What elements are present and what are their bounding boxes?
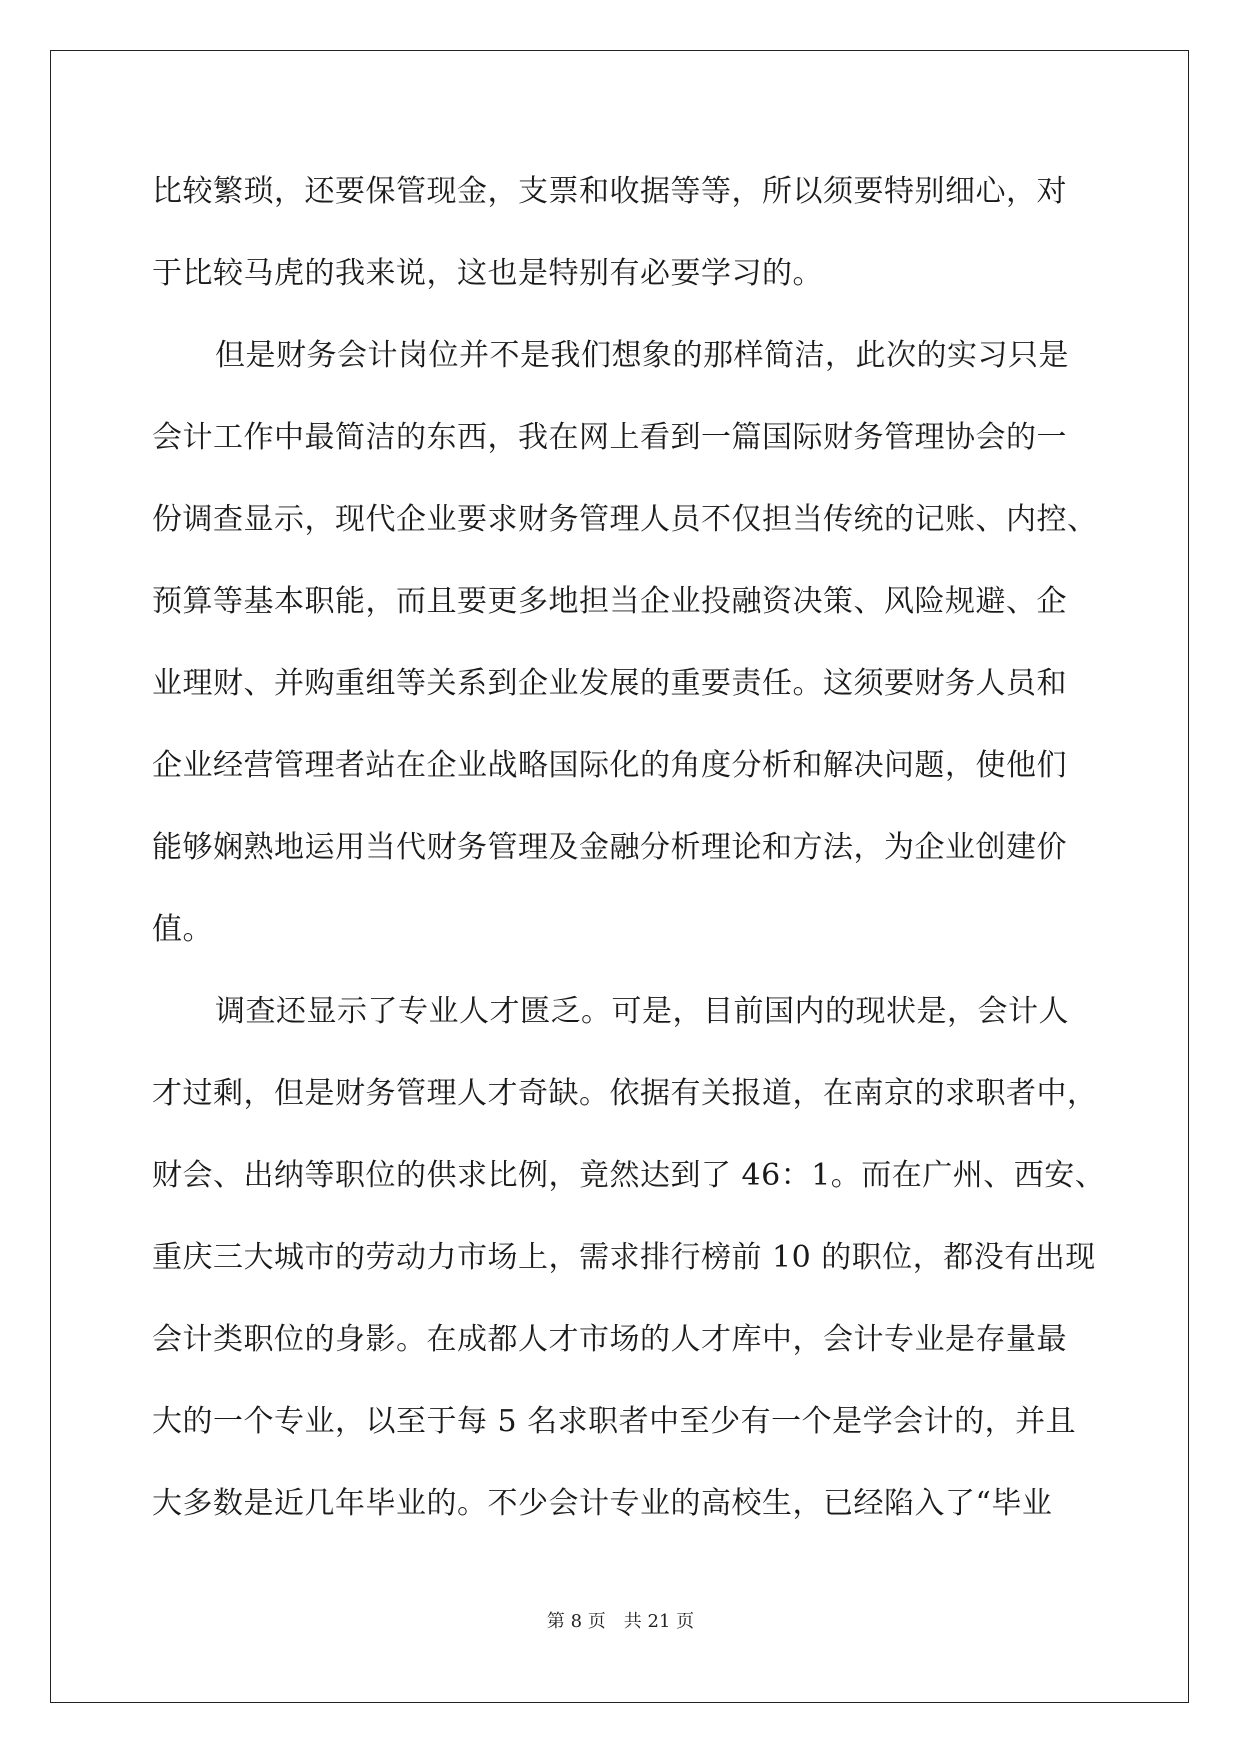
line-text: 但是财务会计岗位并不是我们想象的那样简洁，此次的实习只是 (215, 338, 1069, 373)
text-line (152, 896, 1092, 978)
text-line (152, 732, 1092, 814)
line-text: 业理财、并购重组等关系到企业发展的重要责任。这须要财务人员和 (152, 666, 1067, 701)
text-line (152, 1142, 1106, 1224)
line-text: 企业经营管理者站在企业战略国际化的角度分析和解决问题，使他们 (152, 748, 1067, 783)
text-line (152, 322, 1092, 404)
text-line (152, 1388, 1092, 1470)
page-footer (0, 1607, 1241, 1633)
line-text: 大多数是近几年毕业的。不少会计专业的高校生，已经陷入了“毕业 (152, 1486, 1053, 1521)
line-text: 份调查显示，现代企业要求财务管理人员不仅担当传统的记账、内控、 (152, 502, 1098, 537)
text-line (152, 814, 1092, 896)
line-text: 值。 (152, 912, 213, 947)
line-text: 大的一个专业，以至于每 5 名求职者中至少有一个是学会计的，并且 (152, 1404, 1077, 1439)
text-line (152, 1060, 1098, 1142)
text-line (152, 978, 1092, 1060)
line-text: 才过剩，但是财务管理人才奇缺。依据有关报道，在南京的求职者中， (152, 1076, 1098, 1111)
text-line (152, 404, 1092, 486)
line-text: 预算等基本职能，而且要更多地担当企业投融资决策、风险规避、企 (152, 584, 1067, 619)
line-text: 比较繁琐，还要保管现金，支票和收据等等，所以须要特别细心，对 (152, 174, 1067, 209)
text-line (152, 486, 1098, 568)
line-text: 财会、出纳等职位的供求比例，竟然达到了 46：1。而在广州、西安、 (152, 1158, 1106, 1193)
text-line (152, 1470, 1092, 1552)
line-text: 会计工作中最简洁的东西，我在网上看到一篇国际财务管理协会的一 (152, 420, 1067, 455)
line-text: 调查还显示了专业人才匮乏。可是，目前国内的现状是，会计人 (215, 994, 1069, 1029)
text-line (152, 1306, 1092, 1388)
text-line (152, 650, 1092, 732)
text-line (152, 158, 1092, 240)
text-line (152, 1224, 1096, 1306)
line-text: 会计类职位的身影。在成都人才市场的人才库中，会计专业是存量最 (152, 1322, 1067, 1357)
document-body (152, 158, 1106, 1552)
line-text: 于比较马虎的我来说，这也是特别有必要学习的。 (152, 256, 823, 291)
line-text: 重庆三大城市的劳动力市场上，需求排行榜前 10 的职位，都没有出现 (152, 1240, 1096, 1275)
line-text: 能够娴熟地运用当代财务管理及金融分析理论和方法，为企业创建价 (152, 830, 1067, 865)
text-line (152, 240, 1092, 322)
text-line (152, 568, 1092, 650)
page-number: 第 8 页 (546, 1611, 606, 1632)
total-pages: 共 21 页 (623, 1611, 695, 1632)
